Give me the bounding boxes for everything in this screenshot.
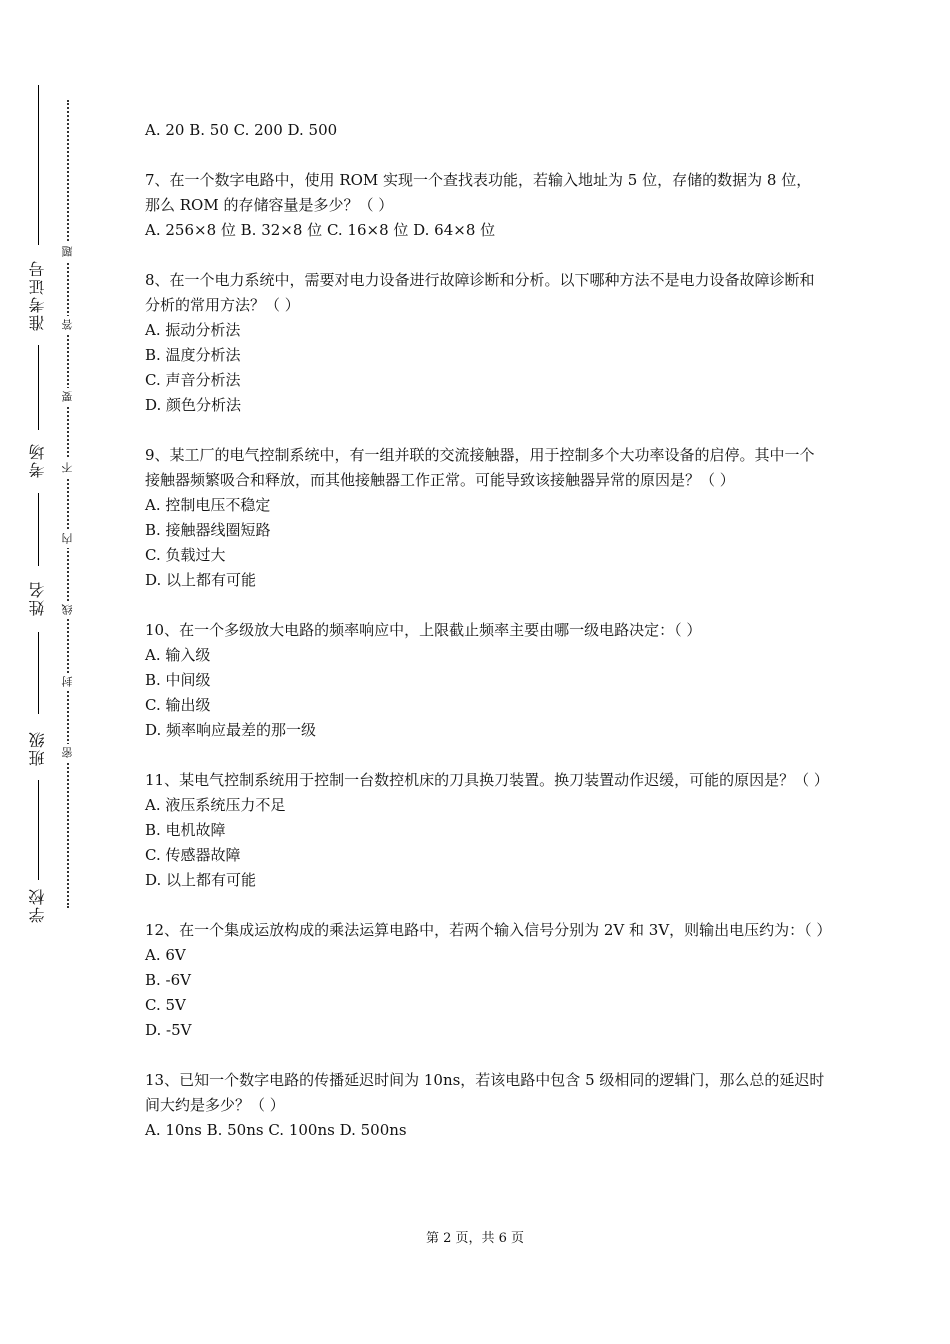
seal-char: 线 <box>59 601 77 619</box>
seal-char: 内 <box>59 530 77 548</box>
field-line <box>38 493 39 566</box>
question-list <box>145 118 832 1143</box>
question-options-inline: A. 10ns B. 50ns C. 100ns D. 500ns <box>145 1121 407 1139</box>
option-c: C. 负载过大 <box>145 546 226 564</box>
seal-char: 题 <box>59 243 77 261</box>
question-options-inline: A. 256×8 位 B. 32×8 位 C. 16×8 位 D. 64×8 位 <box>145 221 496 239</box>
question-7 <box>145 168 825 243</box>
option-d: D. 频率响应最差的那一级 <box>145 721 317 739</box>
question-options-inline: A. 20 B. 50 C. 200 D. 500 <box>145 121 338 139</box>
field-line <box>38 780 39 880</box>
option-c: C. 输出级 <box>145 696 211 714</box>
seal-char: 要 <box>59 388 77 406</box>
seal-char: 不 <box>59 459 77 477</box>
page-footer: 第 2 页，共 6 页 <box>425 1231 525 1246</box>
option-b: B. 电机故障 <box>145 821 226 839</box>
question-stem: 11、某电气控制系统用于控制一台数控机床的刀具换刀装置。换刀装置动作迟缓，可能的原因是？（ ） <box>145 771 829 789</box>
field-label-school: 学校 <box>28 887 47 923</box>
option-c: C. 传感器故障 <box>145 846 241 864</box>
field-label-exam-id: 准考证号 <box>28 259 47 331</box>
seal-char: 密 <box>59 744 77 762</box>
option-a: A. 输入级 <box>145 646 211 664</box>
option-d: D. 以上都有可能 <box>145 871 257 889</box>
question-stem: 12、在一个集成运放构成的乘法运算电路中，若两个输入信号分别为 2V 和 3V，则输出电压约为：（ ） <box>145 921 832 939</box>
seal-char: 答 <box>59 316 77 334</box>
seal-char: 封 <box>59 673 77 691</box>
option-a: A. 6V <box>145 946 186 964</box>
option-a: A. 控制电压不稳定 <box>145 496 271 514</box>
field-label-name: 姓名 <box>28 580 47 616</box>
option-b: B. 温度分析法 <box>145 346 241 364</box>
field-label-class: 班级 <box>28 730 47 766</box>
option-b: B. 接触器线圈短路 <box>145 521 271 539</box>
option-b: B. -6V <box>145 971 192 989</box>
option-a: A. 液压系统压力不足 <box>145 796 286 814</box>
option-a: A. 振动分析法 <box>145 321 241 339</box>
question-stem: 13、已知一个数字电路的传播延迟时间为 10ns，若该电路中包含 5 级相同的逻辑门，那么总的延迟时间大约是多少？（ ） <box>145 1071 825 1114</box>
question-8 <box>145 268 825 418</box>
field-line <box>38 632 39 714</box>
seal-dotted-line <box>67 100 69 908</box>
field-label-exam-room: 考场 <box>28 442 47 478</box>
question-12 <box>145 918 832 1043</box>
option-c: C. 5V <box>145 996 186 1014</box>
question-10 <box>145 618 825 743</box>
option-d: D. 颜色分析法 <box>145 396 242 414</box>
question-11 <box>145 768 829 893</box>
option-b: B. 中间级 <box>145 671 211 689</box>
question-stem: 10、在一个多级放大电路的频率响应中，上限截止频率主要由哪一级电路决定：（ ） <box>145 621 702 639</box>
option-c: C. 声音分析法 <box>145 371 241 389</box>
question-6-continued <box>145 118 825 143</box>
question-stem: 8、在一个电力系统中，需要对电力设备进行故障诊断和分析。以下哪种方法不是电力设备故障诊断和分析的常用方法？（ ） <box>145 271 815 314</box>
binding-margin <box>0 0 110 1344</box>
question-stem: 7、在一个数字电路中，使用 ROM 实现一个查找表功能，若输入地址为 5 位，存储的数据为 8 位，那么 ROM 的存储容量是多少？（ ） <box>145 171 812 214</box>
option-d: D. 以上都有可能 <box>145 571 257 589</box>
option-d: D. -5V <box>145 1021 192 1039</box>
field-line <box>38 345 39 430</box>
question-9 <box>145 443 825 593</box>
field-line <box>38 85 39 245</box>
question-stem: 9、某工厂的电气控制系统中，有一组并联的交流接触器，用于控制多个大功率设备的启停。其中一个接触器频繁吸合和释放，而其他接触器工作正常。可能导致该接触器异常的原因是？（ ） <box>145 446 815 489</box>
question-13 <box>145 1068 825 1143</box>
